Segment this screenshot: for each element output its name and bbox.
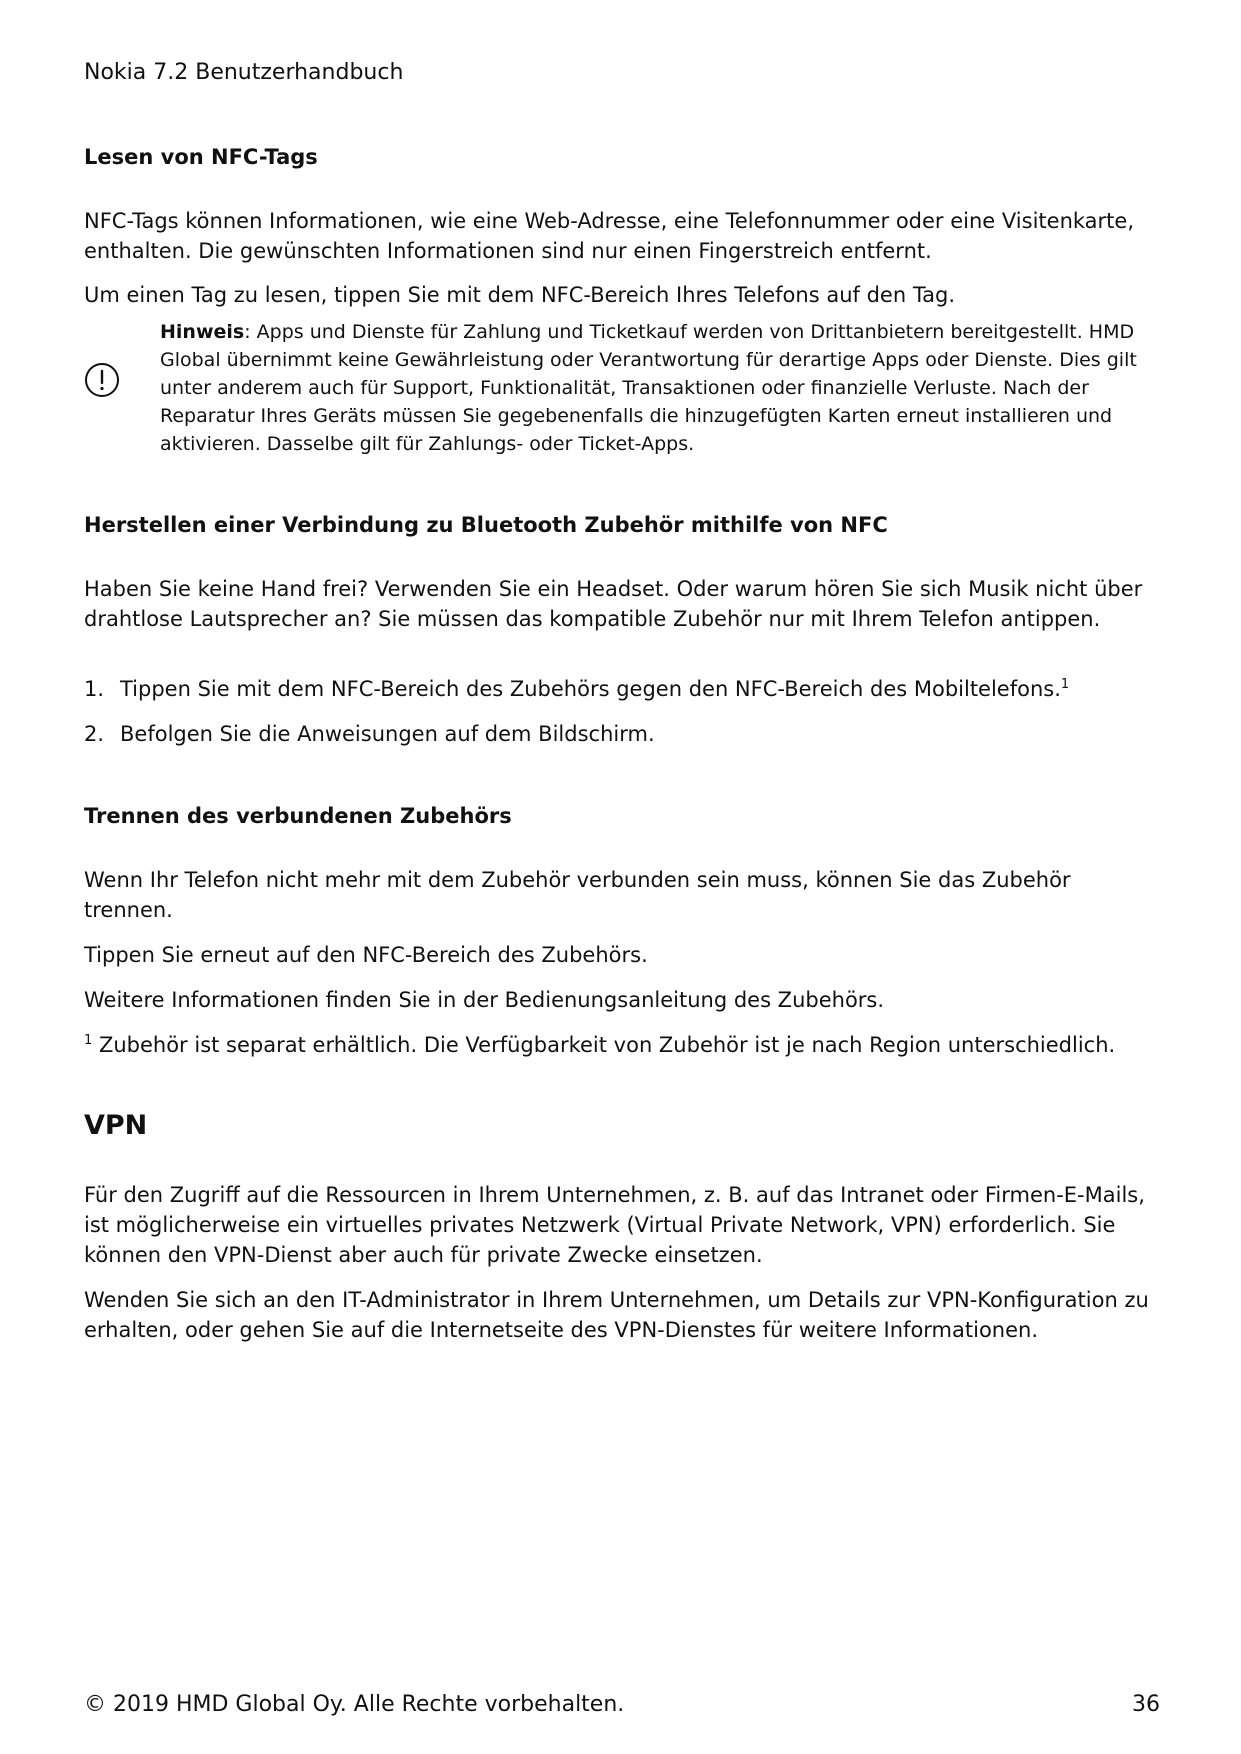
page-number: 36 [1132, 1692, 1160, 1717]
nfc-tags-paragraph-2: Um einen Tag zu lesen, tippen Sie mit dem NFC-Bereich Ihres Telefons auf den Tag. [84, 283, 956, 307]
page-content [84, 142, 1160, 1345]
step-text: Befolgen Sie die Anweisungen auf dem Bildschirm. [120, 722, 655, 746]
list-item [84, 719, 1160, 749]
step-number: 2. [84, 722, 105, 746]
section-heading-nfc-tags: Lesen von NFC-Tags [84, 145, 318, 169]
nfc-tags-paragraph-1: NFC-Tags können Informationen, wie eine Web-Adresse, eine Telefonnummer oder eine Visitenkarte, enthalten. Die gewünschten Informationen sind nur einen Fingerstreich entfernt. [84, 209, 1134, 263]
note-text [160, 318, 1160, 458]
step-text: Tippen Sie mit dem NFC-Bereich des Zubehörs gegen den NFC-Bereich des Mobiltelefons. [120, 677, 1061, 701]
step-number: 1. [84, 677, 105, 701]
copyright-text: © 2019 HMD Global Oy. Alle Rechte vorbehalten. [84, 1692, 625, 1717]
disconnect-paragraph-1: Wenn Ihr Telefon nicht mehr mit dem Zubehör verbunden sein muss, können Sie das Zubehör trennen. [84, 868, 1071, 922]
disconnect-paragraph-3: Weitere Informationen finden Sie in der Bedienungsanleitung des Zubehörs. [84, 988, 885, 1012]
steps-list [84, 674, 1160, 749]
note-box [84, 318, 1160, 458]
section-heading-vpn: VPN [84, 1110, 148, 1141]
note-label: Hinweis [160, 321, 245, 343]
section-heading-disconnect: Trennen des verbundenen Zubehörs [84, 804, 512, 828]
footnote-text: Zubehör ist separat erhältlich. Die Verfügbarkeit von Zubehör ist je nach Region unterschiedlich. [92, 1033, 1116, 1057]
vpn-paragraph-2: Wenden Sie sich an den IT-Administrator in Ihrem Unternehmen, um Details zur VPN-Konfiguration zu erhalten, oder gehen Sie auf die Internetseite des VPN-Dienstes für weitere Informationen. [84, 1288, 1149, 1342]
page-footer [84, 1690, 1160, 1720]
vpn-paragraph-1: Für den Zugriff auf die Ressourcen in Ihrem Unternehmen, z. B. auf das Intranet oder Firmen-E-Mails, ist möglicherweise ein virtuelles privates Netzwerk (Virtual Private Network, VPN) erforderlich. Sie können den VPN-Dienst aber auch für private Zwecke einsetzen. [84, 1183, 1145, 1267]
page-header: Nokia 7.2 Benutzerhandbuch [84, 60, 404, 85]
bluetooth-paragraph: Haben Sie keine Hand frei? Verwenden Sie ein Headset. Oder warum hören Sie sich Musik nicht über drahtlose Lautsprecher an? Sie müssen das kompatible Zubehör nur mit Ihrem Telefon antippen. [84, 577, 1143, 631]
footnote-reference: 1 [1060, 677, 1070, 692]
exclamation-circle-icon [84, 362, 120, 398]
footnote [84, 1030, 1160, 1060]
disconnect-paragraph-2: Tippen Sie erneut auf den NFC-Bereich des Zubehörs. [84, 943, 648, 967]
section-heading-bluetooth-nfc: Herstellen einer Verbindung zu Bluetooth Zubehör mithilfe von NFC [84, 513, 888, 537]
footnote-mark: 1 [84, 1033, 93, 1048]
document-page [84, 0, 1160, 1754]
note-body: : Apps und Dienste für Zahlung und Ticketkauf werden von Drittanbietern bereitgestellt. HMD Global übernimmt keine Gewährleistung oder Verantwortung für derartige Apps oder Dienste. Dies gilt unter anderem auch für Support, Funktionalität, Transaktionen oder finanzielle Verluste. Nach der Reparatur Ihres Geräts müssen Sie gegebenenfalls die hinzugefügten Karten erneut installieren und aktivieren. Dasselbe gilt für Zahlungs- oder Ticket-Apps. [160, 321, 1137, 455]
list-item [84, 674, 1160, 704]
